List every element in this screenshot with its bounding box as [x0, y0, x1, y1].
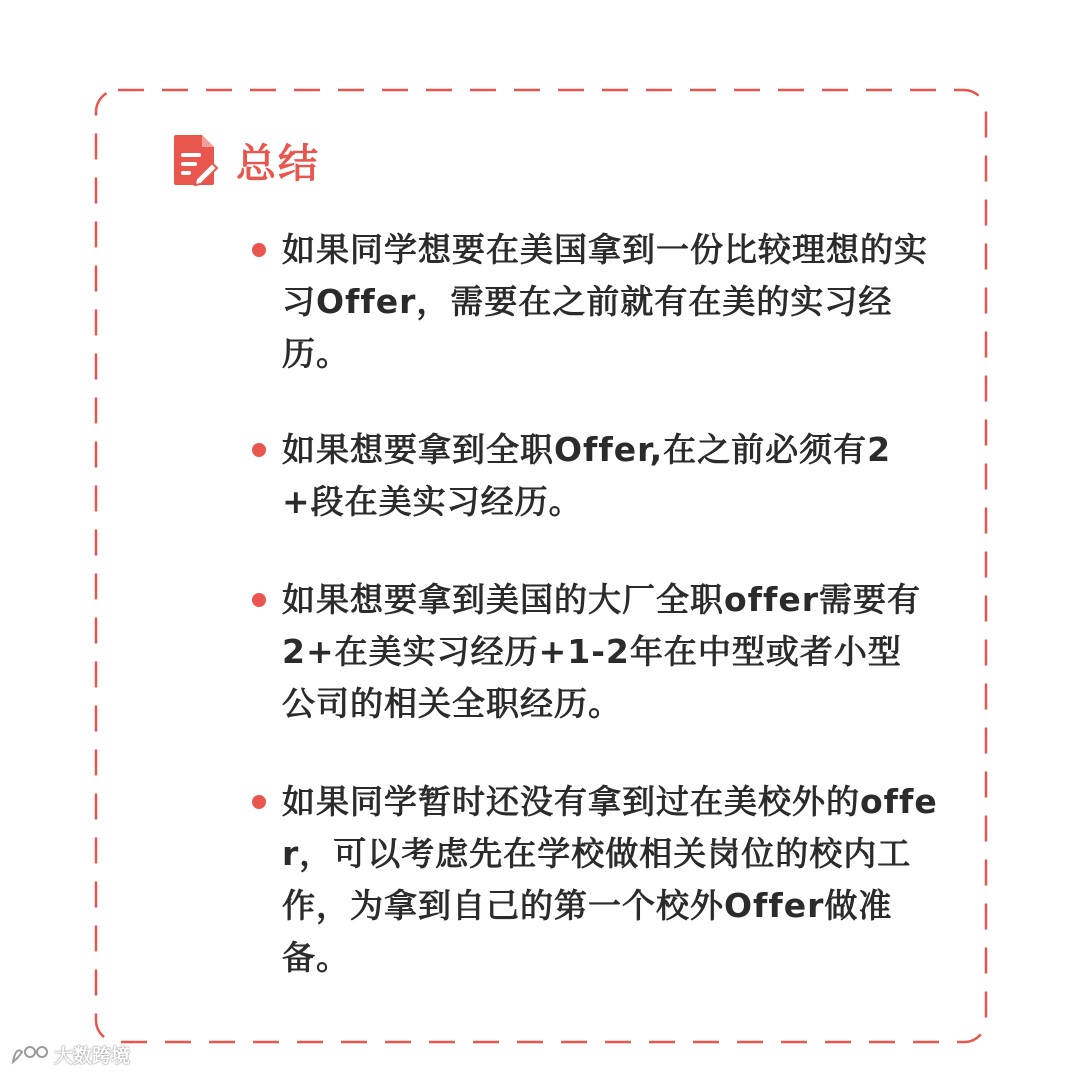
list-item: [248, 574, 922, 730]
bullet-dot-icon: [252, 243, 266, 257]
bullet-dot-icon: [252, 795, 266, 809]
list-item: [248, 776, 948, 984]
list-item-text: 如果同学想要在美国拿到一份比较理想的实习Offer，需要在之前就有在美的实习经历。: [282, 230, 928, 373]
bullet-dot-icon: [252, 443, 266, 457]
section-title: 总结: [236, 140, 320, 187]
watermark: [10, 1038, 130, 1070]
list-item-text: 如果同学暂时还没有拿到过在美校外的offer，可以考虑先在学校做相关岗位的校内工作，为拿到自己的第一个校外Offer做准备。: [282, 782, 938, 977]
list-item: [248, 224, 948, 380]
bullet-dot-icon: [252, 593, 266, 607]
brand-logo-icon: [10, 1042, 50, 1066]
section-header: [172, 132, 320, 188]
list-item: [248, 424, 948, 528]
list-item-text: 如果想要拿到美国的大厂全职offer需要有2+在美实习经历+1-2年在中型或者小型公司的相关全职经历。: [282, 580, 922, 723]
document-edit-icon: [172, 133, 220, 187]
list-item-text: 如果想要拿到全职Offer,在之前必须有2+段在美实习经历。: [282, 430, 892, 521]
watermark-text: 大数跨境: [54, 1044, 131, 1067]
